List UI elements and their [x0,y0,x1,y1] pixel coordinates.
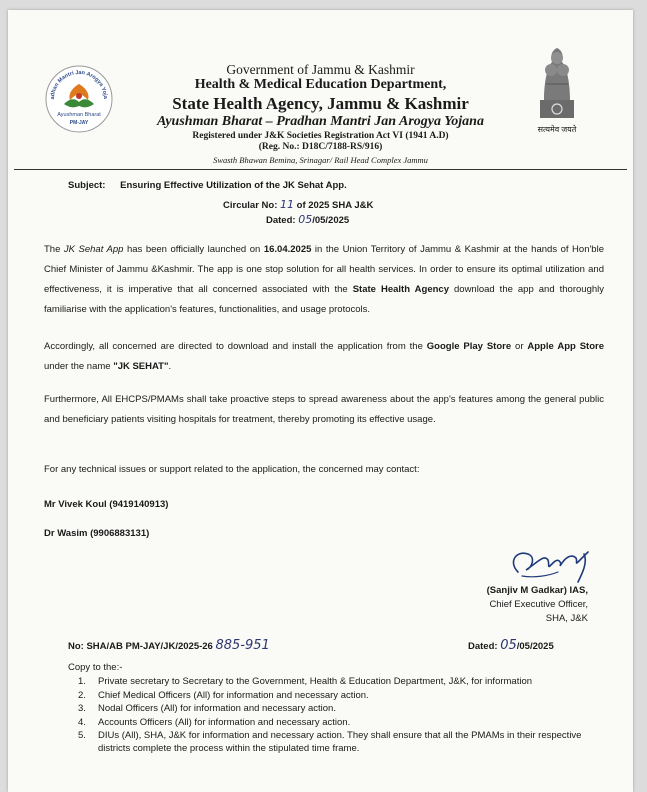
list-number: 2. [78,689,86,701]
header-department: Health & Medical Education Department, [194,77,447,92]
list-item [68,730,598,755]
p1-agency: State Health Agency [352,284,449,295]
list-number: 5. [78,730,86,741]
circular-suffix: of 2025 SHA J&K [296,200,374,211]
circular-date-suffix: /05/2025 [312,215,350,226]
circular-dated-label: Dated: [266,215,296,226]
document-page [8,10,633,792]
p1-text-4: download the app and thoroughly familiarise with the application's features, functionalities, and usage protocols. [44,284,604,315]
circular-date [266,213,349,226]
header-agency: State Health Agency, Jammu & Kashmir [172,94,469,113]
list-item-text: Nodal Officers (All) for information and necessary action. [98,703,336,714]
reference-dated-label: Dated: [468,641,498,652]
p1-text-2: has been officially launched on [123,244,264,255]
subject-line [68,180,347,191]
header-registration: Registered under J&K Societies Registration Act VI (1941 A.D) [192,131,449,141]
p1-app-name: JK Sehat App [63,244,124,255]
list-item [68,690,598,703]
reference-label: No: SHA/AB PM-JAY/JK/2025-26 [68,641,213,652]
contact-dr-wasim: Dr Wasim (9906883131) [44,528,150,539]
list-item [68,703,598,716]
paragraph-launch [44,240,604,320]
p2-or: or [511,341,528,352]
subject-text: Ensuring Effective Utilization of the JK Sehat App. [120,180,347,191]
header-reg-no: (Reg. No.: D18C/7188-RS/916) [258,142,383,152]
list-number: 4. [78,716,86,728]
handwritten-signature [488,532,608,592]
list-item [68,676,598,689]
p2-apple-store: Apple App Store [527,341,604,352]
list-number: 3. [78,703,86,714]
copy-to-list [68,676,598,756]
signer-name: (Sanjiv M Gadkar) IAS, [486,585,588,596]
emblem-caption: सत्यमेव जयते [537,125,577,134]
p1-text-3: in the Union Territory of Jammu & Kashmir at the hands of Hon'ble Chief Minister of Jammu &Kashmir. The app is one stop solution for all health services. In order to ensure its optimal utilization and effectiveness, it is imperative that all concerned associated with the [44,244,604,295]
national-emblem-icon [530,40,584,124]
reference-date-suffix: /05/2025 [516,641,554,652]
signer-title: Chief Executive Officer, [489,599,588,610]
paragraph-download [44,337,604,377]
letterhead [8,10,633,180]
logo-bottom-text: PM-JAY [69,120,89,126]
reference-handwritten: 885-951 [215,638,270,653]
circular-label: Circular No: [223,200,278,211]
copy-to-label: Copy to the:- [68,662,123,673]
logo-mid-text: Ayushman Bharat [57,112,101,118]
p2-end: . [168,361,172,372]
p2-app-title: "JK SEHAT" [113,361,169,372]
header-address: Swasth Bhawan Bemina, Srinagar/ Rail Head Complex Jammu [213,155,428,165]
header-divider [14,169,627,170]
subject-label: Subject: [68,180,106,191]
paragraph-support: For any technical issues or support related to the application, the concerned may contact: [44,464,420,475]
p2-google-play: Google Play Store [426,341,512,352]
circular-number-handwritten: 11 [280,198,295,211]
list-item-text: Private secretary to Secretary to the Government, Health & Education Department, J&K, for information [98,676,533,687]
p2-text-1: Accordingly, all concerned are directed to download and install the application from the [44,341,427,352]
p2-text-2: under the name [44,361,114,372]
list-item-text: Chief Medical Officers (All) for information and necessary action. [98,689,369,701]
list-item-text: DIUs (All), SHA, J&K for information and necessary action. They shall ensure that all the PMAMs in their respective districts complete the process within the stipulated time frame. [98,730,582,754]
signature-block [448,584,588,626]
reference-date-handwritten: 05 [500,638,517,653]
header-government: Government of Jammu & Kashmir [226,62,415,77]
circular-date-handwritten: 05 [298,213,313,226]
reference-number [68,638,270,653]
signer-org: SHA, J&K [545,613,588,624]
reference-date [468,638,554,653]
circular-number [223,198,373,211]
list-item-text: Accounts Officers (All) for information and necessary action. [98,716,351,728]
list-number: 1. [78,676,86,687]
logo-arc-text: adhan Mantri Jan Arogya Yoja [49,69,109,100]
header-scheme: Ayushman Bharat – Pradhan Mantri Jan Arogya Yojana [157,114,484,129]
p1-text-1: The [44,244,64,255]
p1-launch-date: 16.04.2025 [263,244,312,255]
contact-vivek-koul: Mr Vivek Koul (9419140913) [44,499,169,510]
paragraph-awareness: Furthermore, All EHCPS/PMAMs shall take proactive steps to spread awareness about the app's features among the general public and beneficiary patients visiting hospitals for treatment, thereby promoting its effective usage. [44,394,604,425]
list-item [68,717,598,730]
